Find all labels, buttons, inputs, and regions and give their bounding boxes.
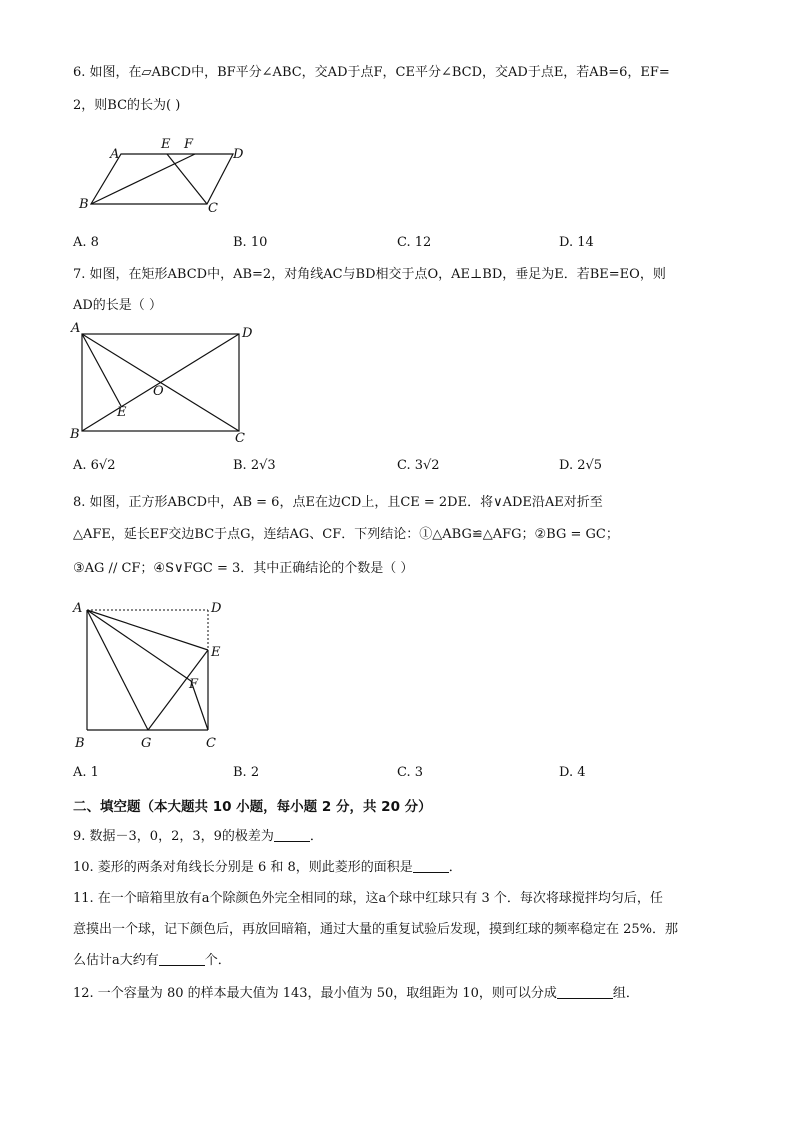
- q6-stem-line1: 6. 如图，在▱ABCD中，BF平分∠ABC，交AD于点F，CE平分∠BCD，交AD于点E，若AB=6，EF=: [73, 65, 670, 80]
- q7-stem-line2: AD的长是（ ）: [73, 298, 162, 313]
- q12-answer-blank[interactable]: [557, 984, 613, 999]
- q8-option-d[interactable]: D. 4: [559, 765, 586, 780]
- q11-text-end: 个．: [204, 953, 231, 968]
- q8-stem-line1: 8. 如图，正方形ABCD中，AB = 6，点E在边CD上，且CE = 2DE．将∨ADE沿AE对折至: [73, 495, 603, 510]
- q7-option-a[interactable]: A. 6√2: [73, 458, 116, 473]
- q10-answer-blank[interactable]: [413, 858, 449, 873]
- q11-text: 么估计a大约有: [73, 953, 159, 968]
- q9-stem: [73, 827, 323, 847]
- q6-option-b[interactable]: B. 10: [233, 235, 268, 250]
- q7-label-E: E: [117, 405, 127, 420]
- q6-option-c[interactable]: C. 12: [397, 235, 432, 250]
- q8-label-A: A: [73, 601, 83, 616]
- q12-stem: [73, 984, 639, 1004]
- q8-option-b[interactable]: B. 2: [233, 765, 260, 780]
- section-heading: 二、填空题（本大题共 10 小题，每小题 2 分，共 20 分）: [73, 799, 432, 815]
- q6-options: [73, 233, 733, 253]
- q8-stem-line3: ③AG // CF；④S∨FGC = 3．其中正确结论的个数是（ ）: [73, 561, 414, 576]
- q8-label-C: C: [206, 736, 216, 751]
- q8-label-B: B: [75, 736, 85, 751]
- q8-label-D: D: [211, 601, 222, 616]
- q6-label-A: A: [110, 147, 120, 162]
- q8-option-a[interactable]: A. 1: [73, 765, 99, 780]
- q8-option-c[interactable]: C. 3: [397, 765, 424, 780]
- q10-text: 10. 菱形的两条对角线长分别是 6 和 8，则此菱形的面积是: [73, 860, 413, 875]
- q8-label-G: G: [141, 736, 152, 751]
- q7-label-B: B: [70, 427, 80, 442]
- q6-label-B: B: [79, 197, 89, 212]
- q9-answer-blank[interactable]: [274, 827, 310, 842]
- q11-answer-blank[interactable]: [159, 951, 205, 966]
- q11-stem-line3: [73, 951, 231, 971]
- q6-option-a[interactable]: A. 8: [73, 235, 99, 250]
- q6-label-C: C: [208, 201, 218, 216]
- q9-text-end: ．: [309, 829, 323, 844]
- q7-option-b[interactable]: B. 2√3: [233, 458, 276, 473]
- q12-text-end: 组．: [612, 986, 639, 1001]
- q8-stem-line2: △AFE，延长EF交边BC于点G，连结AG、CF．下列结论：①△ABG≌△AFG；②BG = GC；: [73, 527, 619, 542]
- q7-label-D: D: [242, 326, 253, 341]
- q6-stem-line2: 2，则BC的长为( ): [73, 98, 181, 113]
- q8-square-figure: [68, 595, 238, 755]
- q9-text: 9. 数据－3，0，2，3，9的极差为: [73, 829, 274, 844]
- q10-stem: [73, 858, 462, 878]
- q6-label-E: E: [161, 137, 171, 152]
- q8-options: [73, 763, 733, 783]
- q12-text: 12. 一个容量为 80 的样本最大值为 143，最小值为 50，取组距为 10，则可以分成: [73, 986, 557, 1001]
- q8-label-F: F: [189, 677, 199, 692]
- q8-label-E: E: [211, 645, 221, 660]
- q6-label-D: D: [233, 147, 244, 162]
- q7-label-A: A: [71, 321, 81, 336]
- q7-stem-line1: 7. 如图，在矩形ABCD中，AB=2，对角线AC与BD相交于点O，AE⊥BD，垂足为E．若BE=EO，则: [73, 267, 666, 282]
- q6-option-d[interactable]: D. 14: [559, 235, 594, 250]
- q7-option-d[interactable]: D. 2√5: [559, 458, 603, 473]
- q7-options: [73, 456, 733, 476]
- q6-label-F: F: [184, 137, 194, 152]
- q10-text-end: ．: [448, 860, 462, 875]
- q7-option-c[interactable]: C. 3√2: [397, 458, 440, 473]
- q11-stem-line1: 11. 在一个暗箱里放有a个除颜色外完全相同的球，这a个球中红球只有 3 个．每次将球搅拌均匀后，任: [73, 891, 663, 906]
- q7-label-C: C: [235, 431, 245, 446]
- q7-label-O: O: [153, 384, 164, 399]
- q11-stem-line2: 意摸出一个球，记下颜色后，再放回暗箱，通过大量的重复试验后发现，摸到红球的频率稳定在 25%．那: [73, 922, 679, 937]
- q6-parallelogram-figure: [70, 132, 260, 220]
- q7-rectangle-figure: [68, 320, 258, 445]
